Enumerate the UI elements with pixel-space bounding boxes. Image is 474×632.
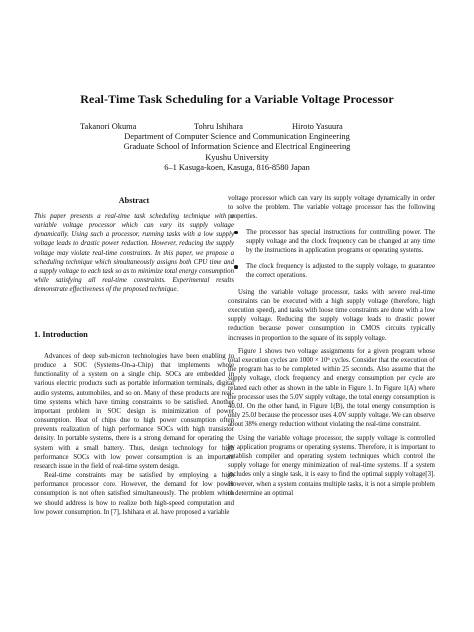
- author-2: Tohru Ishihara: [194, 122, 243, 131]
- bullet-icon: [234, 231, 238, 235]
- right-paragraph-0: voltage processor which can vary its supply voltage dynamically in order to solve the problem. The variable voltage processor has the following properties.: [228, 195, 435, 221]
- bullet-icon: [234, 265, 238, 269]
- affiliation-department: Department of Computer Science and Communication Engineering: [124, 132, 350, 142]
- right-paragraph-1: Using the variable voltage processor, tasks with severe real-time constraints can be executed with a high supply voltage (therefore, high execution speed), and tasks with loose time constraints are done with a low supply voltage. Reducing the supply voltage leads to drastic power reduction because power consumption in CMOS circuits typically increases in proportion to the square of its supply voltage.: [228, 288, 435, 342]
- introduction-text: [34, 352, 234, 517]
- abstract-heading: Abstract: [118, 196, 150, 205]
- section-heading-introduction: 1. Introduction: [34, 330, 88, 339]
- paper-title: Real-Time Task Scheduling for a Variable Voltage Processor: [80, 92, 394, 106]
- abstract-body: This paper presents a real-time task scheduling technique with a variable voltage processor which can vary its supply voltage dynamically. Using such a processor, running tasks with a low supply voltage leads to drastic power reduction. However, reducing the supply voltage may violate real-time constraints. In this paper, we propose a scheduling technique which simultaneously assigns both CPU time and a supply voltage to each task so as to minimize total energy consumption while satisfying all real-time constraints. Experimental results demonstrate effectiveness of the proposed technique.: [34, 213, 234, 294]
- property-list-item: The processor has special instructions for controlling power. The supply voltage and the clock frequency can be changed at any time by the instructions in application programs or operating systems.: [228, 228, 435, 256]
- author-block: [0, 122, 474, 173]
- affiliation-university: Kyushu University: [205, 152, 269, 162]
- author-1: Takanori Okuma: [80, 122, 137, 131]
- affiliation-school: Graduate School of Information Science and Electrical Engineering: [123, 142, 351, 152]
- right-paragraph-2: Figure 1 shows two voltage assignments for a given program whose total execution cycles are 1000 × 10⁶ cycles. Consider that the execution of the program has to be completed within 25 seconds. Also assume that the supply voltage, clock frequency and energy consumption per cycle are related each other as shown in the table in Figure 1. In Figure 1(A) where the processor uses the 5.0V supply voltage, the total energy consumption is 40.0J. On the other hand, in Figure 1(B), the total energy consumption is only 25.0J because the processor uses 4.0V supply voltage. We can observe about 38% energy reduction without violating the real-time constraint.: [228, 347, 435, 429]
- intro-paragraph-1: Advances of deep sub-micron technologies have been enabling to produce a SOC (Systems-On-a-Chip) that implements whole functionality of a system on a single chip. SOCs are embedded in various electric products such as portable information terminals, digital audio systems, automobiles, and so on. Many of these products are real-time systems which have timing constraints to be satisfied. Another important problem in SOC design is minimization of power consumption. Heat of chips due to high power consumption often prevents realization of high performance SOCs with high transistor density. In portable systems, there is a strong demand for operating the system with a small battery. Thus, design technology for high performance SOCs with low power consumption is an important research issue in the field of real-time system design.: [34, 353, 234, 470]
- author-names: [0, 122, 474, 132]
- property-list: [228, 228, 435, 281]
- author-3: Hiroto Yasuura: [292, 122, 343, 131]
- right-column: [228, 194, 435, 498]
- affiliation-address: 6–1 Kasuga-koen, Kasuga, 816-8580 Japan: [164, 162, 310, 172]
- right-paragraph-3: Using the variable voltage processor, the supply voltage is controlled by application programs or operating systems. Therefore, it is important to establish compiler and operating system techniques which control the supply voltage for energy minimization of real-time systems. If a system includes only a single task, it is easy to find the optimal supply voltage[3]. However, when a system contains multiple tasks, it is not a simple problem to determine an optimal: [228, 434, 435, 497]
- intro-paragraph-2: Real-time constraints may be satisfied by employing a high performance processor core. However, the demand for low power consumption is not often satisfied simultaneously. The problem which we should address is how to realize both high-speed computation and low power consumption. In [7], Ishihara et al. have proposed a variable: [34, 472, 234, 516]
- property-list-item: The clock frequency is adjusted to the supply voltage, to guarantee the correct operations.: [228, 262, 435, 280]
